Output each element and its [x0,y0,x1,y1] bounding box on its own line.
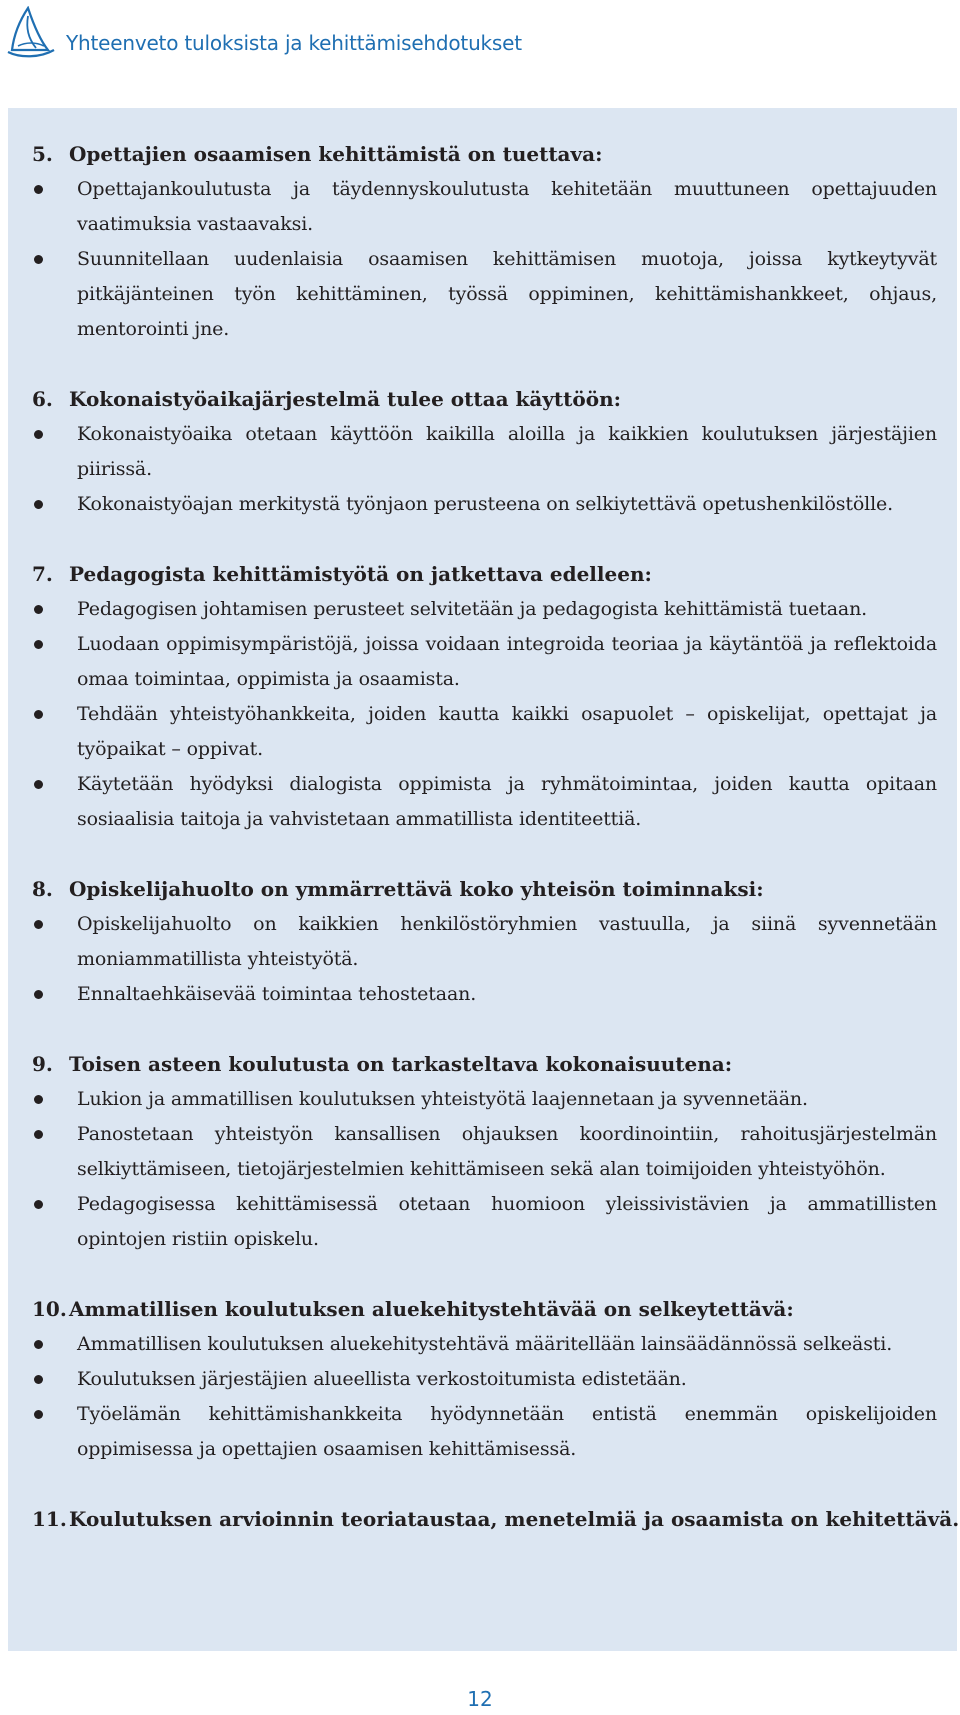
list-item-text: Tehdään yhteistyöhankkeita, joiden kautta kaikki osapuolet – opiskelijat, opettajat ja työpaikat – oppivat. [77,703,937,760]
section-number: 11. [32,1507,67,1531]
list-item [32,627,937,697]
bullet-icon [34,780,43,789]
section [32,1047,937,1257]
list-item-text: Panostetaan yhteistyön kansallisen ohjauksen koordinointiin, rahoitusjärjestelmän selkiyttämiseen, tietojärjestelmien kehittämiseen sekä alan toimijoiden yhteistyöhön. [77,1123,937,1180]
bullet-icon [34,430,43,439]
list-item [32,907,937,977]
bullet-list [32,1327,937,1467]
list-item [32,1362,937,1397]
list-item-text: Pedagogisen johtamisen perusteet selvitetään ja pedagogista kehittämistä tuetaan. [77,598,868,620]
list-item-text: Kokonaistyöajan merkitystä työnjaon perusteena on selkiytettävä opetushenkilöstölle. [77,493,893,515]
list-item-text: Opettajankoulutusta ja täydennyskoulutusta kehitetään muuttuneen opettajuuden vaatimuksia vastaavaksi. [77,178,937,235]
list-item [32,172,937,242]
section-title: Ammatillisen koulutuksen aluekehitystehtävää on selkeytettävä: [69,1297,794,1321]
section-title: Kokonaistyöaikajärjestelmä tulee ottaa käyttöön: [69,387,622,411]
section-heading [32,872,937,907]
bullet-icon [34,920,43,929]
section-title: Toisen asteen koulutusta on tarkasteltava kokonaisuutena: [69,1052,733,1076]
section-number: 9. [32,1052,53,1076]
bullet-icon [34,1340,43,1349]
bullet-list [32,172,937,347]
list-item [32,1397,937,1467]
section-title: Opiskelijahuolto on ymmärrettävä koko yhteisön toiminnaksi: [69,877,764,901]
section-number: 10. [32,1297,67,1321]
section-title: Opettajien osaamisen kehittämistä on tuettava: [69,142,603,166]
list-item [32,242,937,347]
summary-box [8,108,960,1651]
section-heading [32,1292,937,1327]
section [32,1292,937,1467]
list-item-text: Pedagogisessa kehittämisessä otetaan huomioon yleissivistävien ja ammatillisten opintojen ristiin opiskelu. [77,1193,937,1250]
header-title: Yhteenveto tuloksista ja kehittämisehdotukset [66,31,522,55]
list-item-text: Työelämän kehittämishankkeita hyödynnetään entistä enemmän opiskelijoiden oppimisessa ja opettajien osaamisen kehittämisessä. [77,1403,937,1460]
section-title: Koulutuksen arvioinnin teoriataustaa, menetelmiä ja osaamista on kehitettävä. [69,1507,960,1531]
section-heading [32,382,937,417]
bullet-list [32,592,937,837]
section [32,382,937,522]
list-item [32,977,937,1012]
section-number: 8. [32,877,53,901]
bullet-icon [34,255,43,264]
section-number: 6. [32,387,53,411]
bullet-list [32,417,937,522]
bullet-icon [34,1200,43,1209]
list-item [32,1117,937,1187]
section-number: 7. [32,562,53,586]
section-heading [32,557,937,592]
bullet-icon [34,500,43,509]
bullet-icon [34,605,43,614]
section-heading [32,137,937,172]
list-item [32,417,937,487]
list-item-text: Ammatillisen koulutuksen aluekehitystehtävä määritellään lainsäädännössä selkeästi. [77,1333,893,1355]
list-item-text: Lukion ja ammatillisen koulutuksen yhteistyötä laajennetaan ja syvennetään. [77,1088,808,1110]
section-heading [32,1047,937,1082]
bullet-icon [34,640,43,649]
list-item [32,697,937,767]
bullet-icon [34,1095,43,1104]
list-item [32,592,937,627]
bullet-icon [34,710,43,719]
bullet-icon [34,185,43,194]
list-item-text: Ennaltaehkäisevää toimintaa tehostetaan. [77,983,477,1005]
bullet-icon [34,1130,43,1139]
list-item-text: Suunnitellaan uudenlaisia osaamisen kehittämisen muotoja, joissa kytkeytyvät pitkäjänteinen työn kehittäminen, työssä oppiminen, kehittämishankkeet, ohjaus, mentorointi jne. [77,248,937,340]
section-heading [32,1502,960,1537]
list-item [32,487,937,522]
section [32,872,937,1012]
section [32,1502,960,1537]
list-item [32,767,937,837]
list-item-text: Luodaan oppimisympäristöjä, joissa voidaan integroida teoriaa ja käytäntöä ja reflektoida omaa toimintaa, oppimista ja osaamista. [77,633,937,690]
section [32,557,937,837]
bullet-icon [34,1410,43,1419]
section-title: Pedagogista kehittämistyötä on jatkettava edelleen: [69,562,652,586]
list-item-text: Opiskelijahuolto on kaikkien henkilöstöryhmien vastuulla, ja siinä syvennetään moniammatillista yhteistyötä. [77,913,937,970]
bullet-icon [34,990,43,999]
bullet-list [32,1082,937,1257]
page-header [6,6,906,62]
list-item-text: Koulutuksen järjestäjien alueellista verkostoitumista edistetään. [77,1368,687,1390]
list-item-text: Käytetään hyödyksi dialogista oppimista ja ryhmätoimintaa, joiden kautta opitaan sosiaalisia taitoja ja vahvistetaan ammatillista identiteettiä. [77,773,937,830]
bullet-icon [34,1375,43,1384]
list-item-text: Kokonaistyöaika otetaan käyttöön kaikilla aloilla ja kaikkien koulutuksen järjestäjien piirissä. [77,423,937,480]
list-item [32,1187,937,1257]
sail-logo-icon [6,6,56,60]
page-number: 12 [467,1687,493,1711]
section [32,137,937,347]
list-item [32,1082,937,1117]
section-number: 5. [32,142,53,166]
list-item [32,1327,937,1362]
bullet-list [32,907,937,1012]
